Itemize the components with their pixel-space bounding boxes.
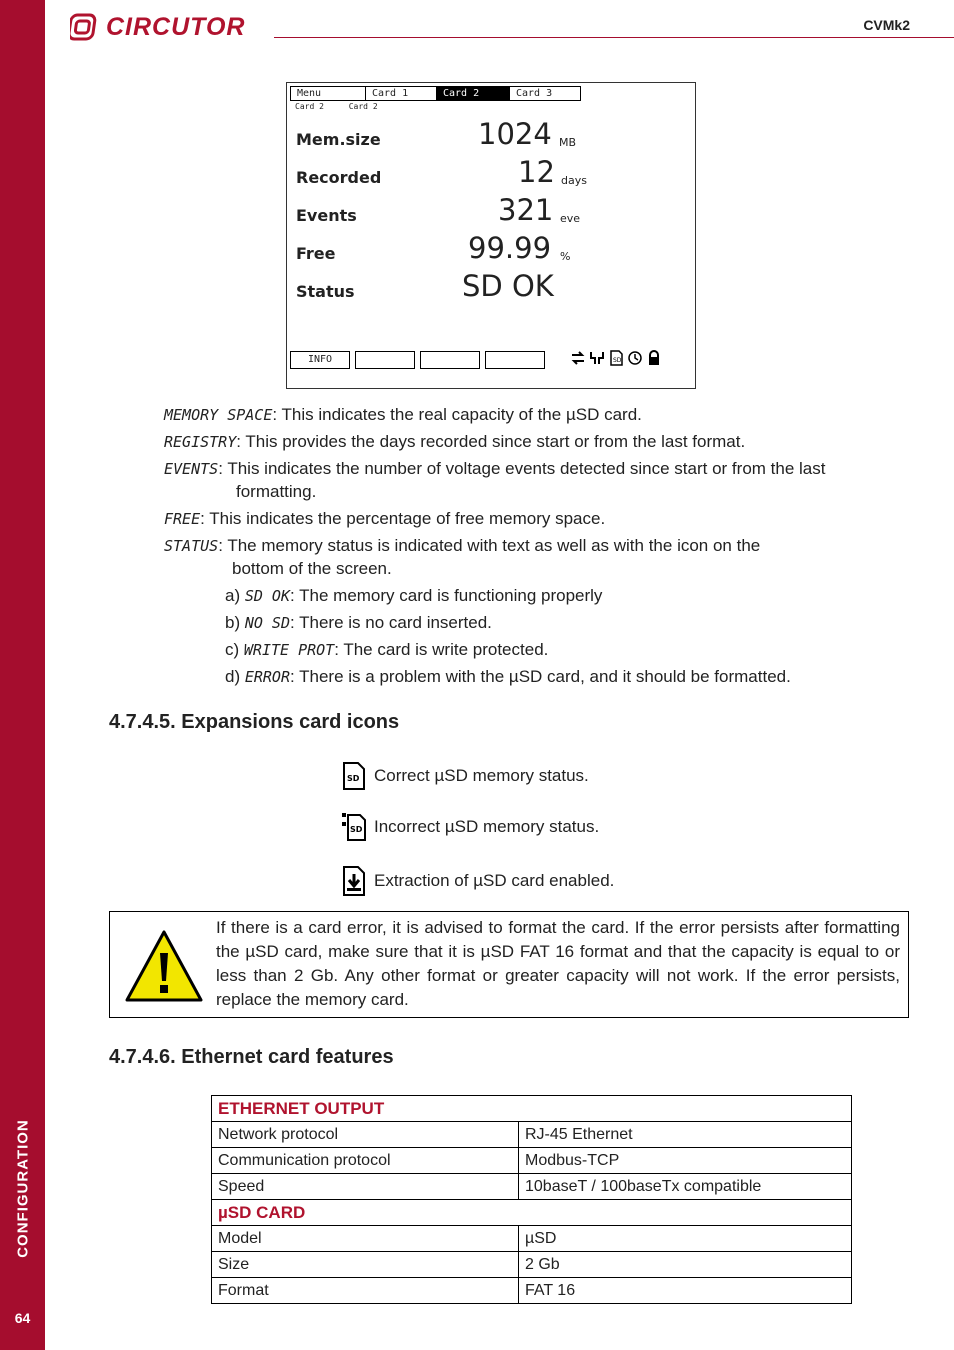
desc-events-cont: formatting.	[236, 482, 317, 501]
item-prefix: a)	[225, 586, 245, 605]
desc-memory-space	[164, 404, 642, 426]
function-keys	[290, 351, 550, 369]
svg-text:SD: SD	[350, 825, 363, 834]
section-label: CONFIGURATION	[14, 1119, 32, 1258]
subtab: Card 2	[348, 102, 378, 111]
table-section-title: µSD CARD	[212, 1200, 852, 1226]
desc-text: : The card is write protected.	[334, 640, 549, 659]
table-row	[212, 1226, 852, 1252]
table-cell: Modbus-TCP	[519, 1148, 852, 1174]
communication-icon	[570, 350, 586, 366]
ethernet-spec-table	[211, 1095, 852, 1304]
screen-status-icons	[570, 350, 662, 366]
brand-name: CIRCUTOR	[106, 12, 246, 41]
section-title-ethernet: 4.7.4.6. Ethernet card features	[109, 1046, 394, 1068]
model-name: CVMk2	[863, 17, 910, 33]
desc-events	[164, 458, 825, 480]
lock-icon	[646, 350, 662, 366]
desc-text: : There is a problem with the µSD card, and it should be formatted.	[290, 667, 791, 686]
warning-triangle-icon	[124, 929, 204, 1003]
row-label: Events	[296, 206, 357, 225]
keyword: NO SD	[244, 614, 290, 632]
table-row	[212, 1122, 852, 1148]
row-unit: eve	[560, 212, 581, 225]
table-cell: Speed	[212, 1174, 519, 1200]
sd-card-extract-icon	[342, 866, 366, 896]
keyword: REGISTRY	[164, 433, 237, 451]
item-prefix: c)	[225, 640, 244, 659]
desc-text: : There is no card inserted.	[290, 613, 492, 632]
warning-box	[109, 911, 909, 1018]
icon-legend-extraction	[342, 866, 614, 896]
screen-row-free	[296, 231, 686, 265]
desc-text: : The memory status is indicated with text as well as with the icon on the	[218, 536, 761, 555]
table-cell: FAT 16	[519, 1278, 852, 1304]
keyword: WRITE PROT	[243, 641, 335, 659]
row-value: 99.99	[468, 231, 552, 265]
sd-card-icon	[608, 350, 624, 366]
screen-row-recorded	[296, 155, 686, 189]
desc-text: : This provides the days recorded since start or from the last format.	[236, 432, 746, 451]
connection-icon	[589, 350, 605, 366]
keyword: MEMORY SPACE	[164, 406, 273, 424]
table-row	[212, 1174, 852, 1200]
row-label: Status	[296, 282, 355, 301]
screen-subtabs	[295, 102, 398, 111]
desc-free	[164, 508, 605, 530]
fkey-3	[420, 351, 480, 369]
screen-row-status	[296, 269, 686, 303]
table-cell: 2 Gb	[519, 1252, 852, 1278]
row-value: SD OK	[462, 269, 554, 303]
tab-card-3: Card 3	[509, 86, 581, 101]
table-section-header	[212, 1200, 852, 1226]
warning-text: If there is a card error, it is advised to format the card. If the error persists after formatting the µSD card, make sure that it is µSD FAT 16 format and that the capacity is equal to or less than 2 Gb. Any other format or greater capacity will not work. If the error persists, replace the memory card.	[216, 918, 900, 1009]
status-item-a	[225, 585, 602, 607]
screen-tabs	[290, 86, 580, 101]
keyword: SD OK	[244, 587, 290, 605]
row-unit: %	[560, 250, 571, 263]
sd-card-incorrect-icon	[342, 812, 366, 842]
desc-text: : The memory card is functioning properly	[290, 586, 603, 605]
row-value: 12	[518, 155, 555, 189]
item-prefix: b)	[225, 613, 245, 632]
row-label: Free	[296, 244, 336, 263]
table-cell: RJ-45 Ethernet	[519, 1122, 852, 1148]
desc-text: : This indicates the percentage of free memory space.	[200, 509, 606, 528]
table-row	[212, 1252, 852, 1278]
screen-row-events	[296, 193, 686, 227]
icon-legend-text: Extraction of µSD card enabled.	[374, 871, 615, 890]
circutor-logo-icon	[70, 12, 100, 42]
table-section-title: ETHERNET OUTPUT	[212, 1096, 852, 1122]
svg-text:SD: SD	[613, 357, 622, 364]
icon-legend-incorrect	[342, 812, 599, 842]
tab-card-1: Card 1	[365, 86, 437, 101]
icon-legend-text: Correct µSD memory status.	[374, 766, 589, 785]
status-item-b	[225, 612, 492, 634]
desc-status-cont: bottom of the screen.	[232, 559, 392, 578]
page-number: 64	[14, 1310, 31, 1326]
header-divider	[274, 37, 954, 38]
fkey-info: INFO	[290, 351, 350, 369]
table-cell: Communication protocol	[212, 1148, 519, 1174]
desc-text: : This indicates the number of voltage events detected since start or from the last	[218, 459, 826, 478]
fkey-2	[355, 351, 415, 369]
table-cell: Network protocol	[212, 1122, 519, 1148]
brand-logo	[70, 12, 245, 42]
desc-text: : This indicates the real capacity of the µSD card.	[272, 405, 642, 424]
keyword: FREE	[164, 510, 201, 528]
fkey-4	[485, 351, 545, 369]
keyword: STATUS	[164, 537, 219, 555]
device-screen	[286, 82, 696, 389]
desc-status	[164, 535, 760, 557]
desc-registry	[164, 431, 745, 453]
table-cell: µSD	[519, 1226, 852, 1252]
subtab: Card 2	[295, 102, 324, 111]
table-cell: Model	[212, 1226, 519, 1252]
row-value: 1024	[478, 117, 552, 151]
keyword: ERROR	[244, 668, 290, 686]
table-cell: 10baseT / 100baseTx compatible	[519, 1174, 852, 1200]
sd-card-icon	[342, 762, 366, 790]
tab-card-2: Card 2	[436, 86, 510, 101]
status-item-c	[225, 639, 548, 661]
icon-legend-text: Incorrect µSD memory status.	[374, 817, 600, 836]
icon-legend-correct	[342, 762, 589, 790]
screen-row-mem-size	[296, 117, 686, 151]
keyword: EVENTS	[164, 460, 219, 478]
row-unit: days	[561, 174, 587, 187]
clock-icon	[627, 350, 643, 366]
row-label: Mem.size	[296, 130, 381, 149]
status-item-d	[225, 666, 791, 688]
table-cell: Format	[212, 1278, 519, 1304]
section-title-expansion-icons: 4.7.4.5. Expansions card icons	[109, 711, 400, 733]
table-row	[212, 1278, 852, 1304]
sidebar-band	[0, 0, 45, 1350]
row-label: Recorded	[296, 168, 382, 187]
row-unit: MB	[559, 136, 577, 149]
row-value: 321	[498, 193, 554, 227]
table-section-header	[212, 1096, 852, 1122]
item-prefix: d)	[225, 667, 245, 686]
table-cell: Size	[212, 1252, 519, 1278]
tab-menu: Menu	[290, 86, 366, 101]
table-row	[212, 1148, 852, 1174]
svg-text:SD: SD	[347, 774, 360, 783]
